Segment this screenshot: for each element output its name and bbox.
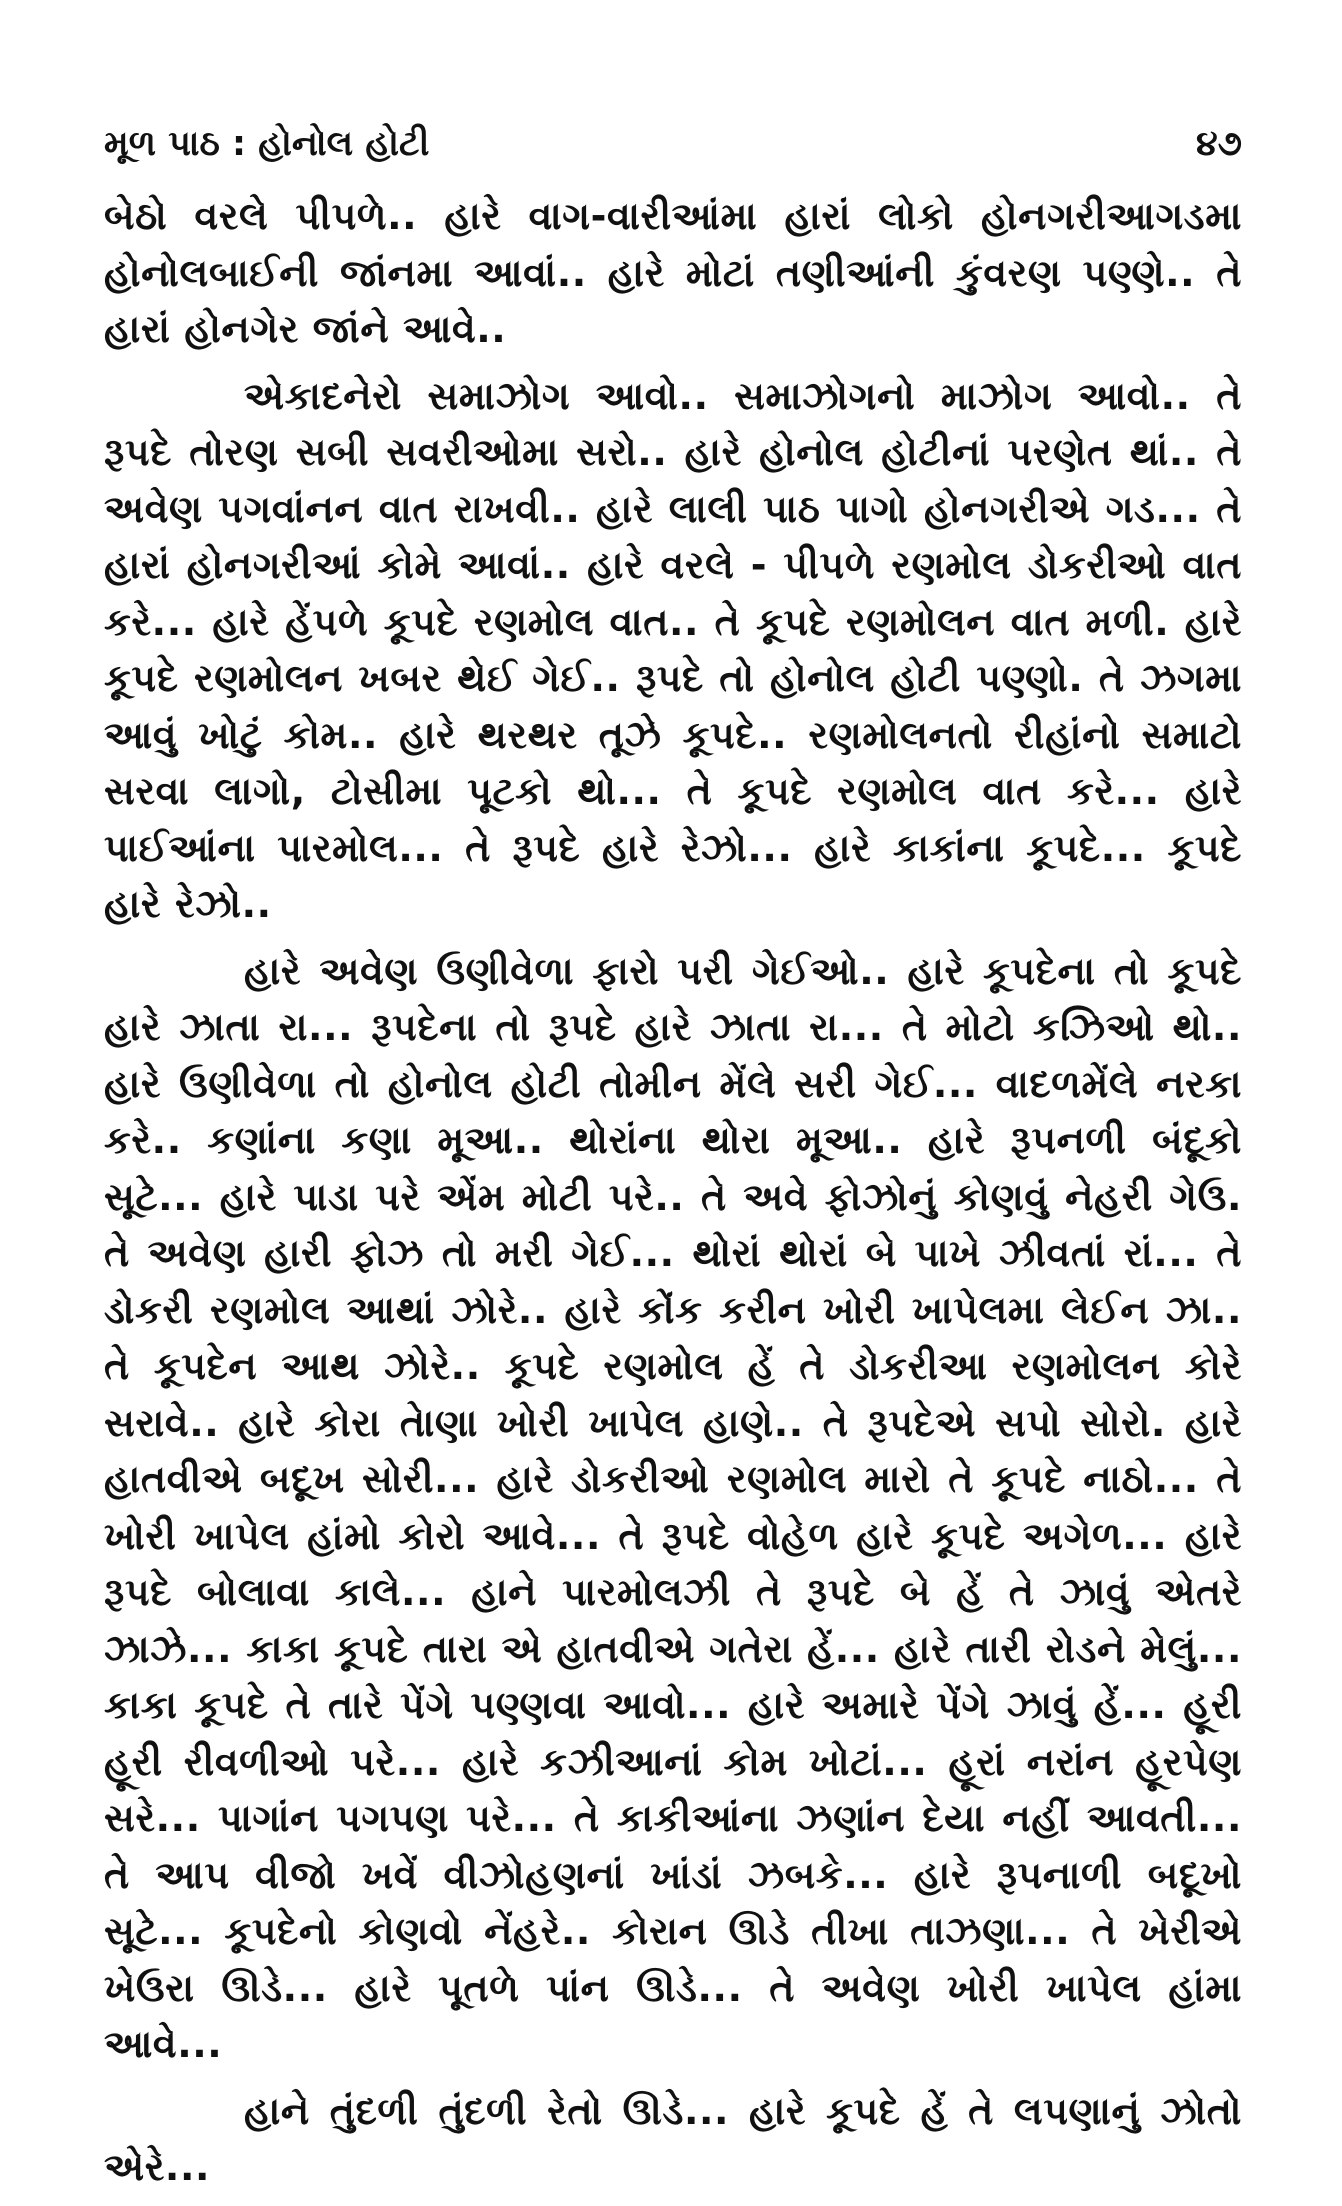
paragraph-4: હાને તુંદળી તુંદળી રેતો ઊડે... હારે કૂપદે હેં તે લપણાનું ઝોતો એરે... bbox=[104, 2088, 1242, 2189]
paragraph-2: એકાદનેરો સમાઝોગ આવો.. સમાઝોગનો માઝોગ આવો.. તે રૂપદે તોરણ સબી સવરીઓમા સરો.. હારે હોનોલ હોટીનાં પરણેત થાં.. તે અવેણ પગવાંનન વાત રાખવી.. હારે લાલી પાઠ પાગો હોનગરીએ ગડ... તે હારાં હોનગરીઆં કોમે આવાં.. હારે વરલે - પીપળે રણમોલ ડોકરીઓ વાત કરે... હારે હેંપળે કૂપદે રણમોલ વાત.. તે કૂપદે રણમોલન વાત મળી. હારે કૂપદે રણમોલન ખબર થેઈ ગેઈ.. રૂપદે તો હોનોલ હોટી પણ્ણો. તે ઝગમા આવું ખોટું કોમ.. હારે થરથર તૂઝે કૂપદે.. રણમોલનતો રીહાંનો સમાટો સરવા લાગો, ટોસીમા પૂટકો થો... તે કૂપદે રણમોલ વાત કરે... હારે પાઈઆંના પારમોલ... તે રૂપદે હારે રેઝો... હારે કાકાંના કૂપદે... કૂપદે હારે રેઝો.. bbox=[104, 373, 1242, 926]
running-header bbox=[104, 118, 1242, 170]
paragraph-3: હારે અવેણ ઉણીવેળા ફારો પરી ગેઈઓ.. હારે કૂપદેના તો કૂપદે હારે ઝાતા રા... રૂપદેના તો રૂપદે હારે ઝાતા રા... તે મોટો કઝિઓ થો.. હારે ઉણીવેળા તો હોનોલ હોટી તોમીન મેંલે સરી ગેઈ... વાદળમેંલે નરકા કરે.. કણાંના કણા મૂઆ.. થોરાંના થોરા મૂઆ.. હારે રૂપનળી બંદૂકો સૂટે... હારે પાડા પરે એંમ મોટી પરે.. તે અવે ફોઝોનું કોણવું નેહરી ગેઉ. તે અવેણ હારી ફોઝ તો મરી ગેઈ... થોરાં થોરાં બે પાખે ઝીવતાં રાં... તે ડોકરી રણમોલ આથાં ઝોરે.. હારે કોંક કરીન ખોરી ખાપેલમા લેઈન ઝા.. તે કૂપદેન આથ ઝોરે.. કૂપદે રણમોલ હેં તે ડોકરીઆ રણમોલન કોરે સરાવે.. હારે કોરા તેાણા ખોરી ખાપેલ હાણે.. તે રૂપદેએ સપો સોરો. હારે હાતવીએ બદૂખ સોરી... હારે ડોકરીઓ રણમોલ મારો તે કૂપદે નાઠો... તે ખોરી ખાપેલ હાંમો કોરો આવે... તે રૂપદે વોહેળ હારે કૂપદે અગેળ... હારે રૂપદે બોલાવા કાલે... હાને પારમોલઝી તે રૂપદે બે હેં તે ઝાવું એતરે ઝાઝે... કાકા કૂપદે તારા એ હાતવીએ ગતેરા હેં... હારે તારી રોડને મેલું... કાકા કૂપદે તે તારે પેંગે પણ્ણવા આવો... હારે અમારે પેંગે ઝાવું હેં... હૂરી હૂરી રીવળીઓ પરે... હારે કઝીઆનાં કોમ ખોટાં... હૂરાં નરાંન હૂરપેણ સરે... પાગાંન પગપણ પરે... તે કાકીઆંના ઝણાંન દેયા નહીં આવતી... તે આપ વીજો ખવેં વીઝોહણનાં ખાંડાં ઝબકે... હારે રૂપનાળી બદૂખો સૂટે... કૂપદેનો કોણવો નેંહરે.. કોરાન ઊડે તીખા તાઝણા... તે ખેરીએ ખેઉરા ઊડે... હારે પૂતળે પાંન ઊડે... તે અવેણ ખોરી ખાપેલ હાંમા આવે... bbox=[104, 948, 1242, 2066]
header-title: મૂળ પાઠ : હોનોલ હોટી bbox=[104, 124, 430, 164]
paragraph-1: બેઠો વરલે પીપળે.. હારે વાગ-વારીઆંમા હારાં લોકો હોનગરીઆગડમા હોનોલબાઈની જાંનમા આવાં.. હારે મોટાં તણીઆંની કુંવરણ પણ્ણે.. તે હારાં હોનગેર જાંને આવે.. bbox=[104, 194, 1242, 351]
page-number: ૪૭ bbox=[1195, 124, 1242, 164]
body-text bbox=[104, 188, 1242, 2206]
